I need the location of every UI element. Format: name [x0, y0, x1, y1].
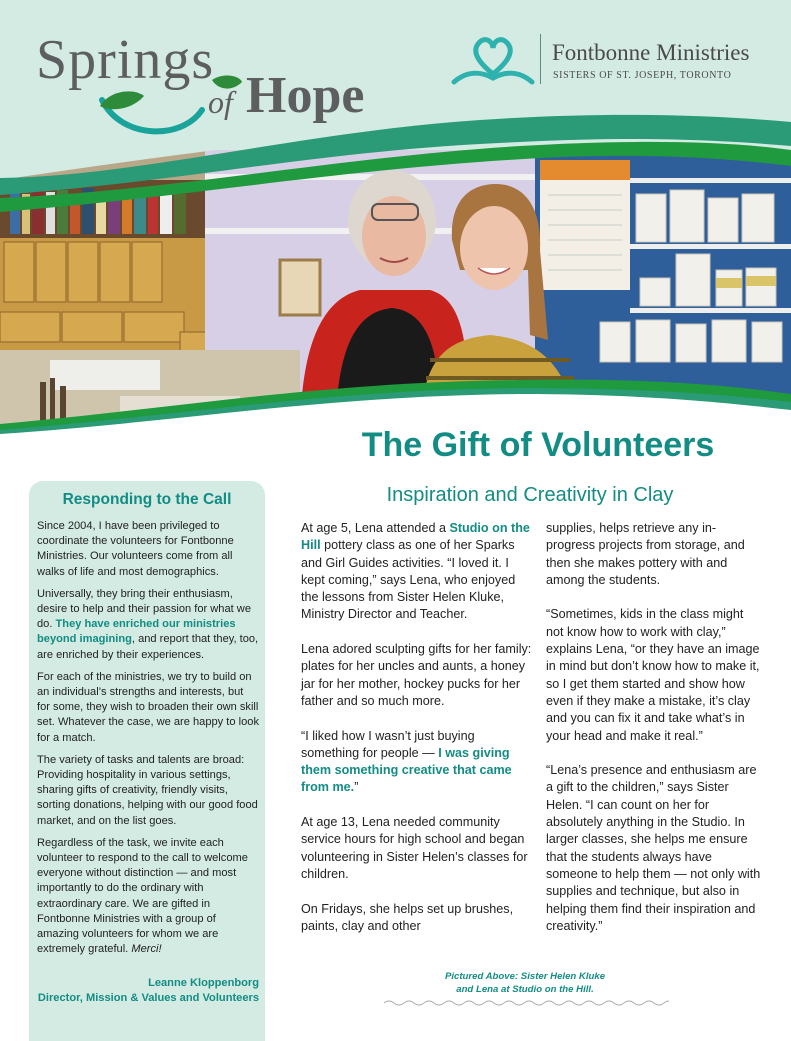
- sidebar-paragraph: [37, 587, 259, 663]
- heart-knot-logo-icon: [448, 34, 538, 90]
- quote-highlight: I was giving them something creative that came from me.: [301, 745, 512, 795]
- text-run: pottery class as one of her Sparks and Girl Guides activities. “I loved it. I kept coming,” says Lena, who enjoyed the lessons from Sister Helen Kluke, Ministry Director and Teacher.: [301, 538, 516, 622]
- article-column-1: [301, 520, 533, 952]
- article-paragraph: [301, 520, 533, 624]
- sidebar-paragraph: [37, 836, 259, 958]
- logo-hope-text: Hope: [246, 67, 365, 124]
- sidebar-paragraph: Since 2004, I have been privileged to coordinate the volunteers for Fontbonne Ministries. Our volunteers come from all walks of life and most demographics.: [37, 520, 234, 578]
- article-paragraph: [301, 728, 533, 797]
- article-column-2: [546, 520, 761, 952]
- article-paragraph: Lena adored sculpting gifts for her family: plates for her uncles and aunts, a honey jar for her mother, hockey pucks for her father and so much more.: [301, 642, 532, 708]
- caption-line: and Lena at Studio on the Hill.: [456, 984, 594, 995]
- photo-caption: [400, 970, 650, 996]
- logo-springs-text: Springs: [36, 29, 215, 91]
- text-run: At age 5, Lena attended a: [301, 521, 450, 535]
- article-paragraph: At age 13, Lena needed community service hours for high school and began volunteering in Sister Helen’s classes for children.: [301, 815, 528, 881]
- article-paragraph: “Sometimes, kids in the class might not know how to work with clay,” explains Lena, “or they have an image in mind but don’t know how to make it, so I get them started and show how even if they make a mistake, it’s clay and you can fix it and take what’s in your head and make it real.”: [546, 607, 760, 743]
- org-subtitle: SISTERS OF ST. JOSEPH, TORONTO: [553, 70, 732, 81]
- signature-name: Leanne Kloppenborg: [148, 977, 259, 989]
- article-paragraph: “Lena’s presence and enthusiasm are a gift to the children,” says Sister Helen. “I can count on her for absolutely anything in the Studio. In larger classes, she helps me ensure that the students always have someone to help them — not only with supplies and technique, but also in helping them find their inspiration and creativity.”: [546, 763, 761, 933]
- article-paragraph: supplies, helps retrieve any in-progress projects from storage, and then she makes pottery with and among the students.: [546, 521, 745, 587]
- signature-title: Director, Mission & Values and Volunteers: [37, 992, 259, 1004]
- article-subtitle: Inspiration and Creativity in Clay: [386, 484, 674, 506]
- caption-line: Pictured Above: Sister Helen Kluke: [444, 971, 606, 982]
- signature-block: [37, 976, 259, 1006]
- org-name: Fontbonne Ministries: [552, 40, 750, 65]
- studio-link: Studio on the Hill: [301, 521, 530, 553]
- sidebar-highlight: They have enriched our ministries beyond imagining: [37, 618, 236, 646]
- sidebar-paragraph: The variety of tasks and talents are broad: Providing hospitality in various settings, sharing gifts of creativity, friendly visits, sorting donations, helping with our good food market, and on the list goes.: [37, 753, 258, 827]
- sidebar-body: [37, 519, 259, 964]
- text-run: Universally, they bring their enthusiasm, desire to help and their passion for what we do.: [37, 587, 251, 631]
- squiggle-divider: [384, 999, 669, 1007]
- text-run: ”: [354, 780, 359, 795]
- logo-of-text: of: [208, 84, 233, 120]
- text-run: , and report that they, too, are enriched by their experiences.: [37, 633, 259, 661]
- sidebar-paragraph: For each of the ministries, we try to build on an individual’s strengths and interests, but for some, they wish to broaden their own skill set. Whatever the case, we are happy to look for a match.: [37, 670, 259, 744]
- org-divider: [540, 34, 541, 84]
- merci-text: Merci!: [131, 943, 162, 956]
- article-paragraph: On Fridays, she helps set up brushes, paints, clay and other: [301, 901, 514, 933]
- sidebar-heading: Responding to the Call: [62, 491, 232, 508]
- text-run: Regardless of the task, we invite each volunteer to respond to the call to welcome everyone without distinction — and most importantly to do the ordinary with extraordinary care. We are gifted in Fontbonne Ministries with a group of amazing volunteers for whom we are extremely grateful.: [37, 836, 248, 956]
- article-title: The Gift of Volunteers: [361, 426, 715, 464]
- text-run: “I liked how I wasn’t just buying something for people —: [301, 728, 475, 760]
